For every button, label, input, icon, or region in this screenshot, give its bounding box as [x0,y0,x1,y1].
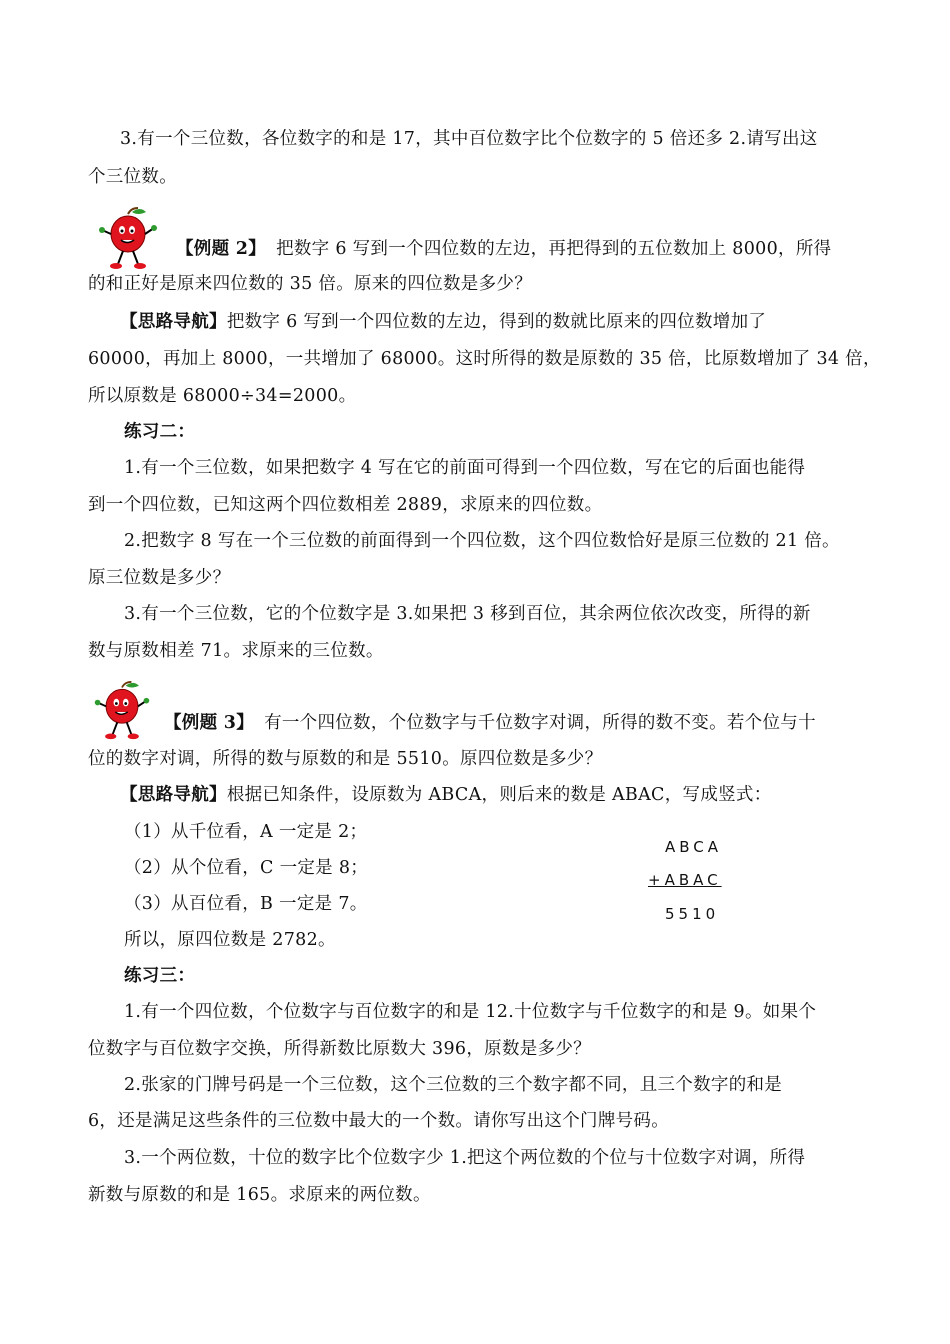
practice3-q1-line2: 位数字与百位数字交换，所得新数比原数大 396，原数是多少？ [88,1039,591,1059]
practice2-title: 练习二： [124,422,196,442]
vertical-row2 [648,871,722,889]
q3-line1: 3.有一个三位数，各位数字的和是 17，其中百位数字比个位数字的 5 倍还多 2.请写出这 [120,129,818,149]
example3-text: 有一个四位数，个位数字与千位数字对调，所得的数不变。若个位与十 [264,713,816,733]
example3-label: 【例题 3】 [164,713,255,733]
example3-conclusion: 所以，原四位数是 2782。 [124,930,336,950]
guide-text: 把数字 6 写到一个四位数的左边，得到的数就比原来的四位数增加了 [226,312,767,332]
example2-line2: 的和正好是原来四位数的 35 倍。原来的四位数是多少？ [88,274,532,294]
practice3-q2-line1: 2.张家的门牌号码是一个三位数，这个三位数的三个数字都不同，且三个数字的和是 [124,1075,783,1095]
example2-guide-line1 [120,311,766,333]
vertical-row1: ABCA [665,838,723,856]
apple-mascot-icon [90,680,154,742]
guide-label: 【思路导航】 [120,312,227,332]
practice2-q2-line2: 原三位数是多少？ [88,568,231,588]
practice2-q1-line1: 1.有一个三位数，如果把数字 4 写在它的前面可得到一个四位数，写在它的后面也能得 [124,458,806,478]
example2-text: 把数字 6 写到一个四位数的左边，再把得到的五位数加上 8000，所得 [276,239,832,259]
vertical-row2-text: +ABAC [648,871,722,889]
apple-mascot-icon [98,206,158,272]
guide-text: 根据已知条件，设原数为 ABCA，则后来的数是 ABAC，写成竖式： [226,785,772,805]
practice3-q3-line2: 新数与原数的和是 165。求原来的两位数。 [88,1185,431,1205]
practice3-title: 练习三： [124,966,196,986]
example2-label: 【例题 2】 [176,239,267,259]
guide-label: 【思路导航】 [120,785,227,805]
example2-line1 [176,238,831,260]
practice3-q3-line1: 3.一个两位数，十位的数字比个位数字少 1.把这个两位数的个位与十位数字对调，所得 [124,1148,806,1168]
example3-line2: 位的数字对调，所得的数与原数的和是 5510。原四位数是多少？ [88,749,603,769]
example3-step3: （3）从百位看，B 一定是 7。 [124,894,368,914]
practice2-q3-line2: 数与原数相差 71。求原来的三位数。 [88,641,384,661]
vertical-row3: 5510 [665,905,720,923]
practice3-q2-line2: 6，还是满足这些条件的三位数中最大的一个数。请你写出这个门牌号码。 [88,1111,670,1131]
example2-guide-line2: 60000，再加上 8000，一共增加了 68000。这时所得的数是原数的 35 倍，比原数增加了 34 倍， [88,349,881,369]
practice2-q3-line1: 3.有一个三位数，它的个位数字是 3.如果把 3 移到百位，其余两位依次改变，所得的新 [124,604,811,624]
practice2-q2-line1: 2.把数字 8 写在一个三位数的前面得到一个四位数，这个四位数恰好是原三位数的 21 倍。 [124,531,840,551]
practice3-q1-line1: 1.有一个四位数，个位数字与百位数字的和是 12.十位数字与千位数字的和是 9。如果个 [124,1002,817,1022]
example2-guide-line3: 所以原数是 68000÷34=2000。 [88,386,357,406]
example3-step2: （2）从个位看，C 一定是 8； [124,858,369,878]
practice2-q1-line2: 到一个四位数，已知这两个四位数相差 2889，求原来的四位数。 [88,495,603,515]
example3-guide-line1 [120,784,772,806]
example3-step1: （1）从千位看，A 一定是 2； [124,822,368,842]
q3-line2: 个三位数。 [88,167,177,187]
example3-line1 [164,712,816,734]
